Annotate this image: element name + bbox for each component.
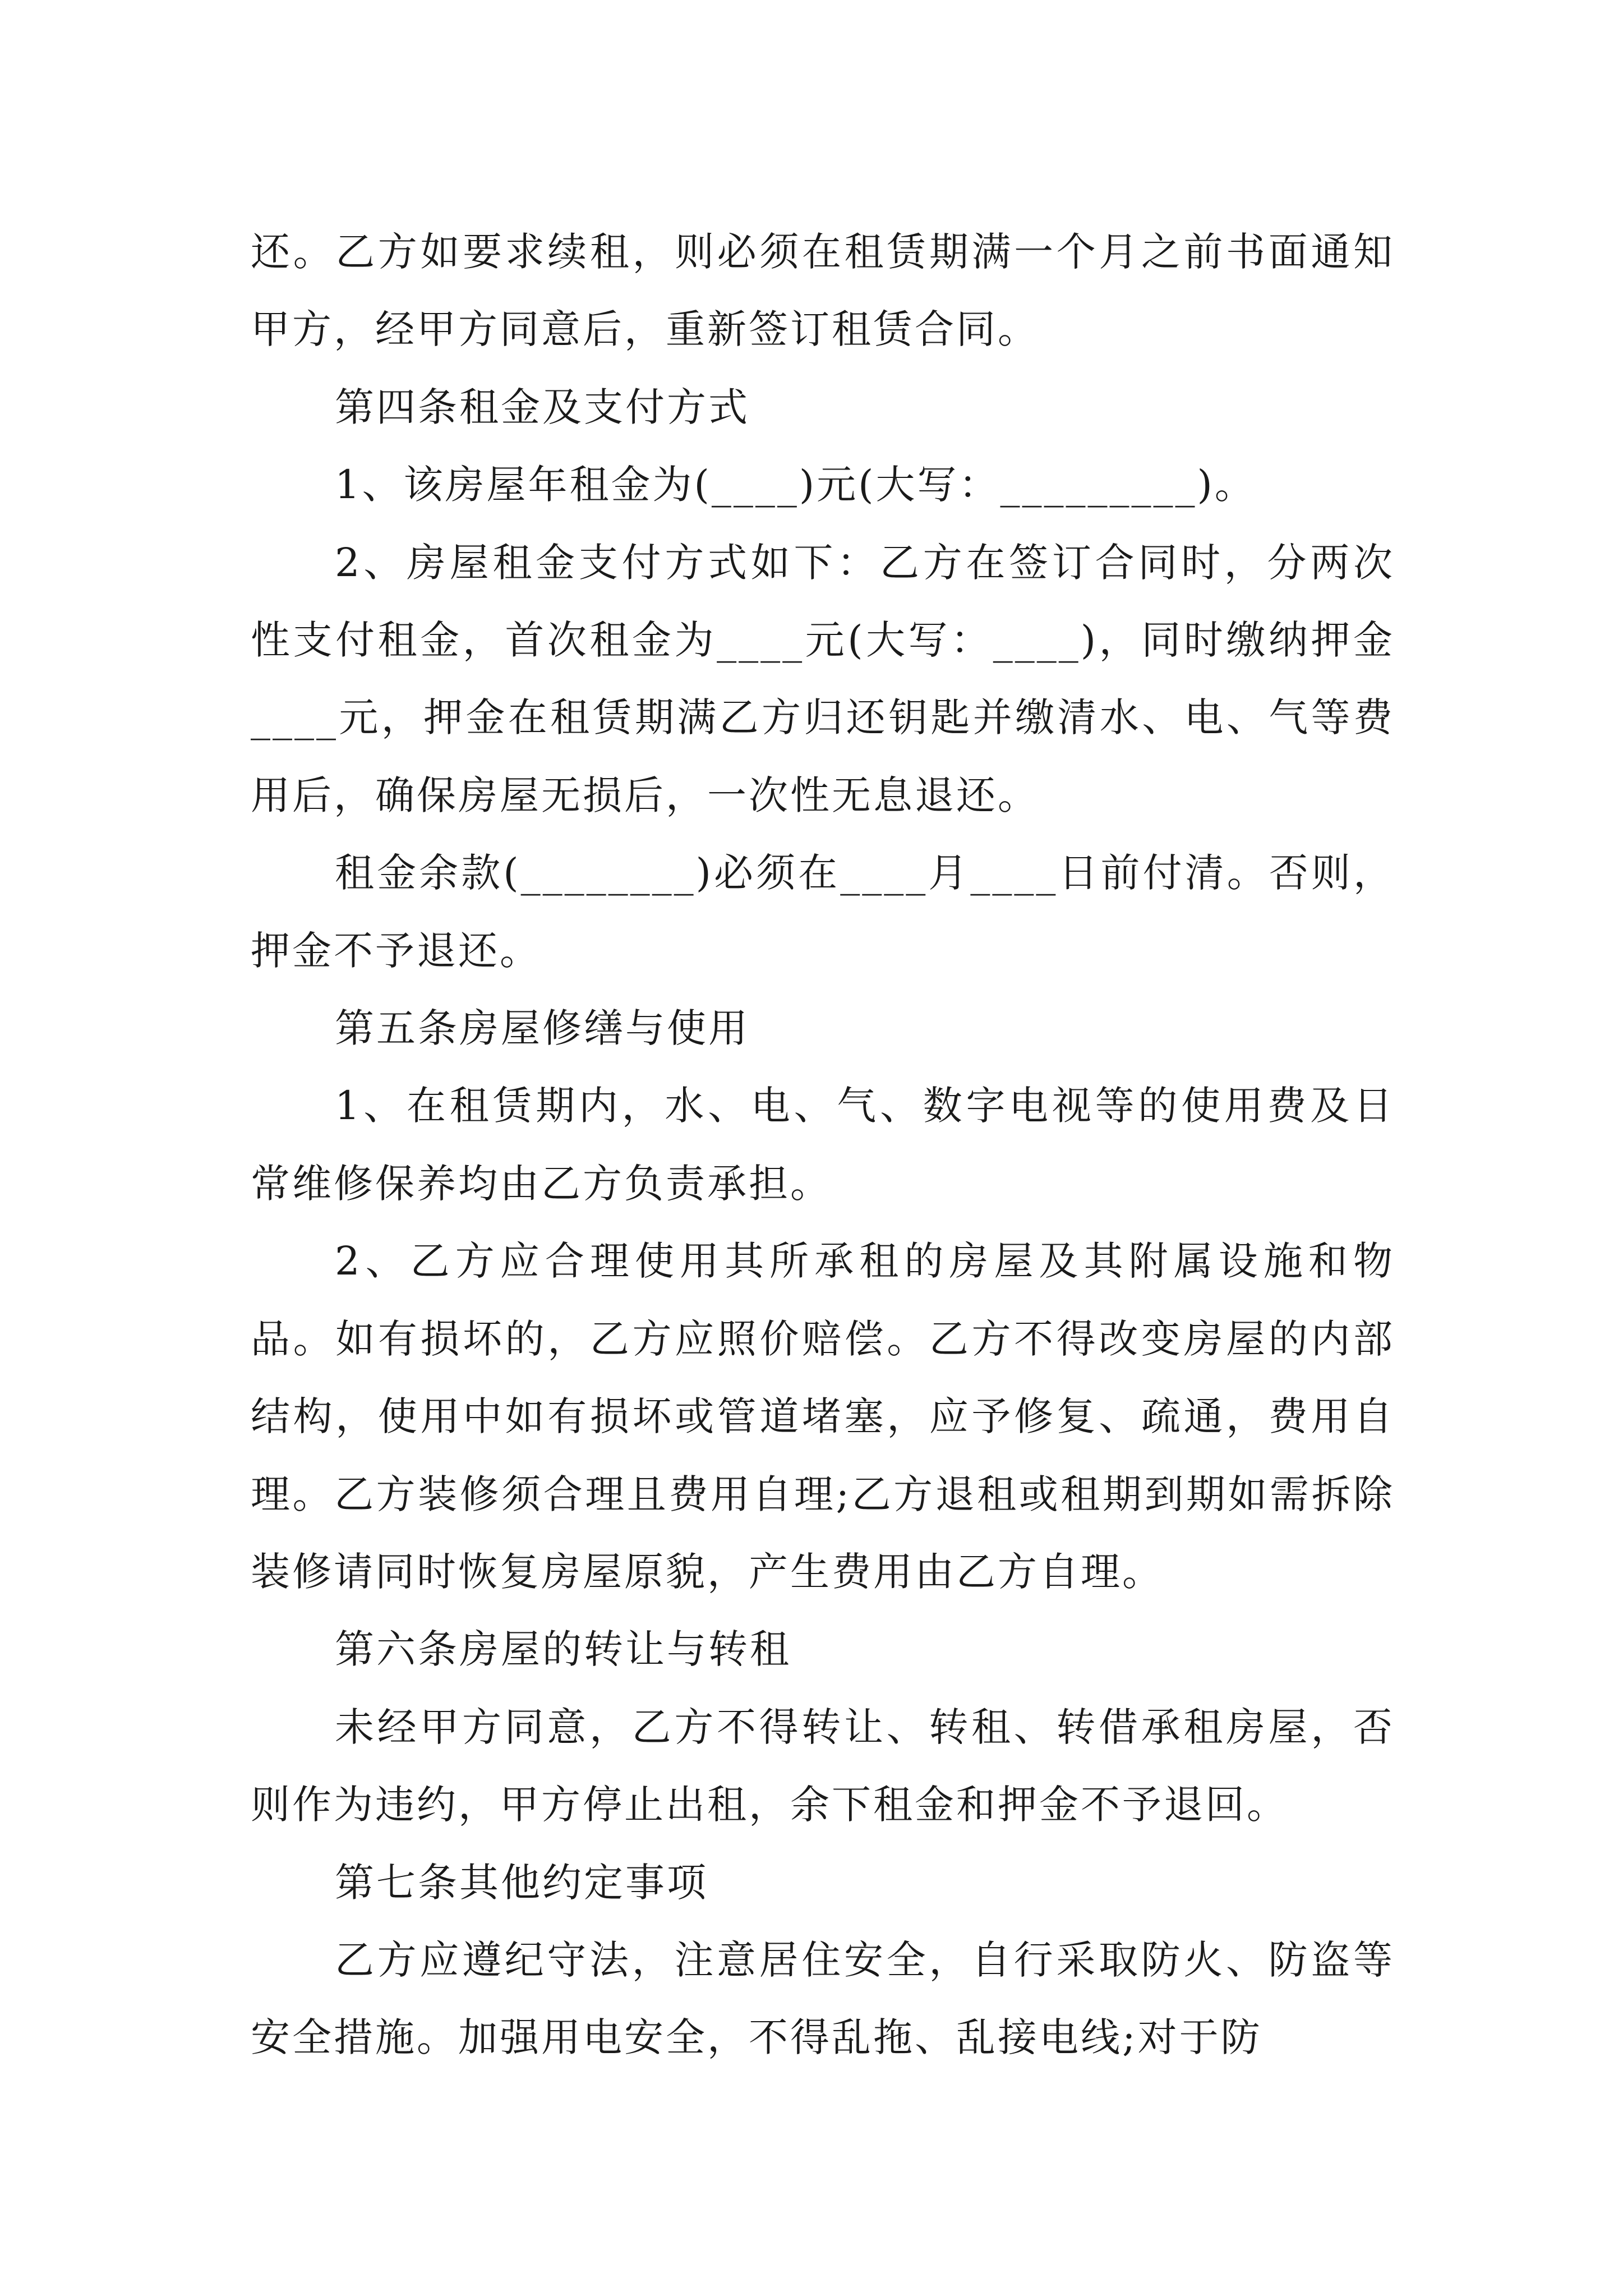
paragraph-continuation: 还。乙方如要求续租，则必须在租赁期满一个月之前书面通知甲方，经甲方同意后，重新签订租赁合同。: [251, 229, 1395, 353]
paragraph-utilities: 1、在租赁期内，水、电、气、数字电视等的使用费及日常维修保养均由乙方负责承担。: [251, 1083, 1395, 1207]
paragraph-sublease: 未经甲方同意，乙方不得转让、转租、转借承租房屋，否则作为违约，甲方停止出租，余下租金和押金不予退回。: [251, 1704, 1395, 1828]
paragraph-other-terms: 乙方应遵纪守法，注意居住安全，自行采取防火、防盗等安全措施。加强用电安全，不得乱拖、乱接电线;对于防: [251, 1936, 1395, 2061]
paragraph-proper-use: 2、乙方应合理使用其所承租的房屋及其附属设施和物品。如有损坏的，乙方应照价赔偿。乙方不得改变房屋的内部结构，使用中如有损坏或管道堵塞，应予修复、疏通，费用自理。乙方装修须合理且费用自理;乙方退租或租期到期如需拆除装修请同时恢复房屋原貌，产生费用由乙方自理。: [251, 1238, 1395, 1595]
section-heading-article-6: 第六条房屋的转让与转租: [335, 1626, 791, 1673]
section-heading-article-7: 第七条其他约定事项: [335, 1859, 708, 1906]
section-heading-article-5: 第五条房屋修缮与使用: [335, 1005, 750, 1052]
paragraph-rent-balance: 租金余款(________)必须在____月____日前付清。否则，押金不予退还。: [251, 850, 1395, 974]
paragraph-annual-rent: 1、该房屋年租金为(____)元(大写：_________)。: [335, 462, 1256, 508]
paragraph-payment-method: 2、房屋租金支付方式如下：乙方在签订合同时，分两次性支付租金，首次租金为____元(大写：____)，同时缴纳押金____元，押金在租赁期满乙方归还钥匙并缴清水、电、气等费用后，确保房屋无损后，一次性无息退还。: [251, 539, 1395, 818]
section-heading-article-4: 第四条租金及支付方式: [335, 384, 750, 430]
document-body: [251, 213, 1395, 2077]
